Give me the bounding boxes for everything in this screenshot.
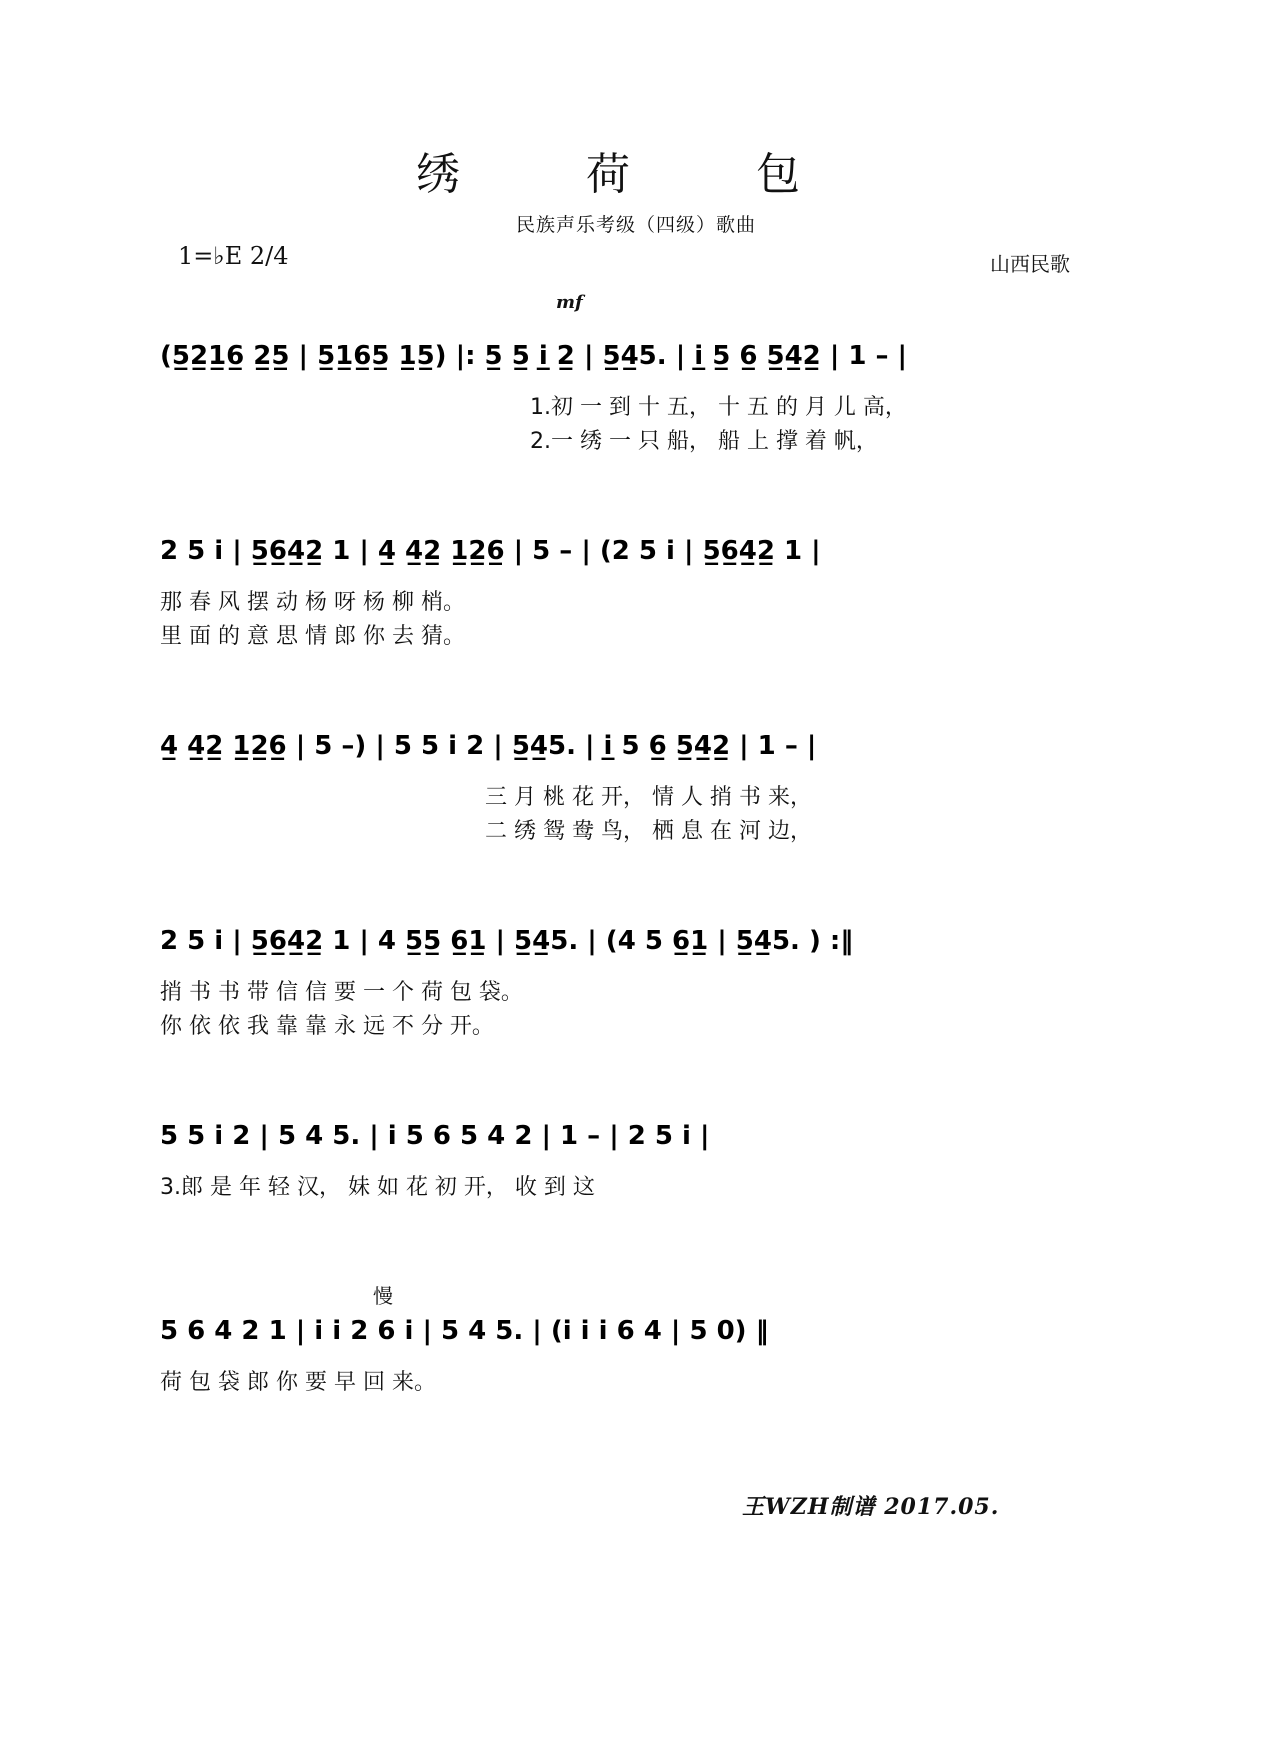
lyric-line-5-verse-3: 3.郎 是 年 轻 汉， 妹 如 花 初 开， 收 到 这	[160, 1175, 595, 1200]
lyric-line-1-verse-1: 1.初 一 到 十 五， 十 五 的 月 儿 高，	[530, 395, 907, 420]
song-title: 绣 荷 包	[416, 149, 856, 200]
notation-line-1	[160, 320, 1120, 390]
lyric-line-4-verse-1: 捎 书 书 带 信 信 要 一 个 荷 包 袋。	[160, 980, 523, 1005]
tempo-mark: 慢	[373, 1284, 393, 1308]
notation-line-2	[160, 515, 1120, 585]
song-subtitle: 民族声乐考级（四级）歌曲	[515, 214, 756, 236]
lyric-line-3-verse-1: 三 月 桃 花 开， 情 人 捎 书 来，	[485, 785, 812, 810]
lyric-line-3-verse-2: 二 绣 鸳 鸯 鸟， 栖 息 在 河 边，	[485, 819, 812, 844]
lyric-line-2-verse-2: 里 面 的 意 思 情 郎 你 去 猜。	[160, 624, 465, 649]
dynamic-mark: mf	[556, 292, 583, 313]
notation-text-3: 4̲ 4̲2̲ 1̲2̲6̲ | 5 –) | 5 5 i 2 | 5̲4̲5. | i̲ 5 6̲ 5̲4̲2̲ | 1 – |	[160, 731, 817, 761]
notation-line-5	[160, 1100, 1120, 1170]
score-line-5	[160, 1100, 1120, 1220]
song-origin: 山西民歌	[990, 252, 1070, 276]
notation-text-4: 2 5 i | 5̲6̲4̲2̲ 1 | 4 5̲5̲ 6̲1̲ | 5̲4̲5. | (4 5 6̲1̲ | 5̲4̲5. ) :‖	[160, 926, 854, 956]
notation-line-4	[160, 905, 1120, 975]
score-line-3	[160, 710, 1120, 850]
notation-text-2: 2 5 i | 5̲6̲4̲2̲ 1 | 4̲ 4̲2̲ 1̲2̲6̲ | 5 – | (2 5 i | 5̲6̲4̲2̲ 1 |	[160, 536, 821, 566]
lyric-line-1-verse-2: 2.一 绣 一 只 船， 船 上 撑 着 帆，	[530, 429, 878, 454]
score-line-1	[160, 320, 1120, 460]
score-line-6	[160, 1295, 1120, 1415]
lyric-line-2-verse-1: 那 春 风 摆 动 杨 呀 杨 柳 梢。	[160, 590, 465, 615]
notation-text-6: 5 6 4 2 1 | i i 2 6 i | 5 4 5. | (i i i 6 4 | 5 0) ‖	[160, 1316, 769, 1346]
lyric-line-6-verse-3: 荷 包 袋 郎 你 要 早 回 来。	[160, 1370, 436, 1395]
key-signature: 1=♭E 2/4	[178, 242, 289, 270]
arranger-credit: 王WZH制谱 2017.05.	[742, 1494, 1000, 1520]
score-line-4	[160, 905, 1120, 1045]
notation-text-5: 5 5 i 2 | 5 4 5. | i 5 6 5 4 2 | 1 – | 2 5 i |	[160, 1121, 710, 1151]
lyric-line-4-verse-2: 你 依 依 我 靠 靠 永 远 不 分 开。	[160, 1014, 494, 1039]
notation-line-6	[160, 1295, 1120, 1365]
notation-line-3	[160, 710, 1120, 780]
score-line-2	[160, 515, 1120, 655]
notation-text-1: (5̲2̲1̲6̲ 2̲5̲ | 5̲1̲6̲5̲ 1̲5̲) |: 5̲ 5̲ i̲ 2̲ | 5̲4̲5. | i̲ 5̲ 6̲ 5̲4̲2̲ | 1 – |	[160, 341, 908, 371]
